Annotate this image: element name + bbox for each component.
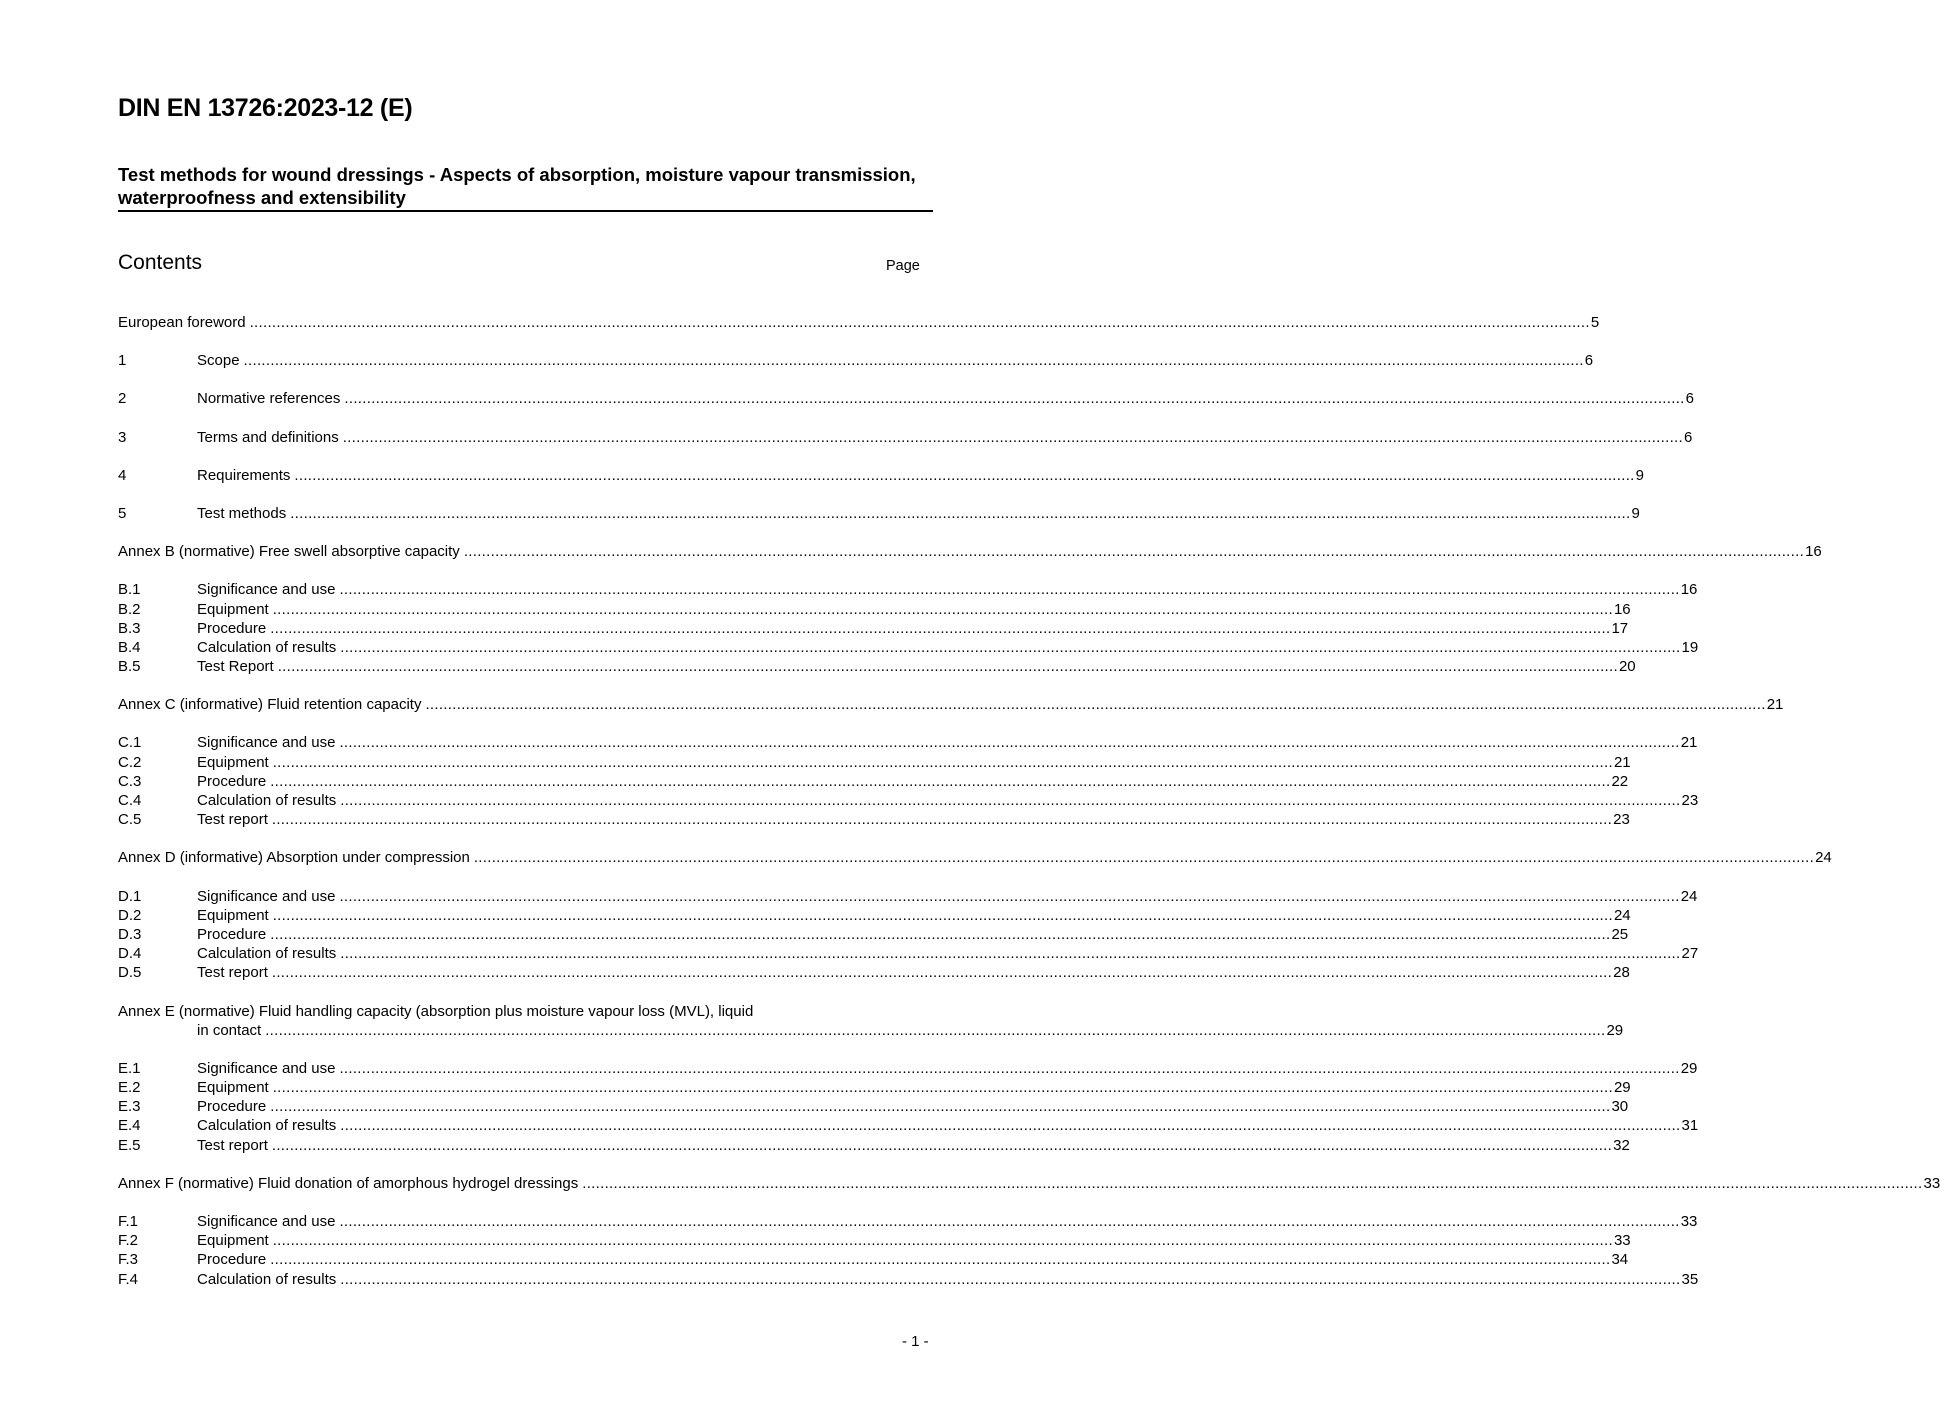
toc-leader-dots: ............................................................................................................................................................................................................................................................................................................	[272, 1079, 1613, 1097]
toc-entry[interactable]	[118, 428, 1693, 447]
toc-entry-title: Terms and definitions	[197, 428, 339, 446]
toc-entry-page: 32	[1613, 1136, 1630, 1154]
toc-entry-page: 21	[1680, 734, 1698, 752]
toc-entry-page: 23	[1681, 792, 1699, 809]
toc-entry-number: F.2	[118, 1232, 139, 1250]
toc-entry-title: Calculation of results	[197, 792, 337, 809]
toc-entry[interactable]	[118, 1078, 1631, 1097]
toc-entry-number: C.3	[118, 772, 142, 790]
toc-entry-title: Procedure	[197, 1098, 267, 1116]
toc-annex-entry[interactable]	[118, 848, 1832, 867]
toc-annex-entry[interactable]	[118, 1021, 1624, 1040]
toc-entry-page: 31	[1681, 1117, 1699, 1135]
toc-entry-number: C.2	[118, 753, 142, 771]
toc-entry-title: Procedure	[197, 1251, 267, 1269]
toc-leader-dots: ............................................................................................................................................................................................................................................................................................................	[582, 1174, 1923, 1192]
toc-entry-page: 28	[1613, 964, 1630, 982]
toc-leader-dots: ............................................................................................................................................................................................................................................................................................................	[463, 543, 1805, 561]
toc-entry-title: Test methods	[197, 504, 287, 522]
toc-annex-entry[interactable]	[118, 695, 1784, 714]
toc-entry[interactable]	[118, 1116, 1699, 1135]
page-column-heading: Page	[886, 258, 920, 274]
toc-entry-title: Equipment	[197, 1079, 269, 1097]
toc-entry[interactable]	[118, 619, 1629, 638]
toc-entry[interactable]	[118, 351, 1594, 370]
toc-entry-number: D.1	[118, 887, 142, 905]
toc-entry[interactable]	[118, 810, 1630, 829]
toc-entry[interactable]	[118, 580, 1698, 599]
toc-group-annex-d-items	[118, 887, 1699, 983]
toc-entry-number: C.4	[118, 792, 142, 809]
toc-entry[interactable]	[118, 657, 1636, 676]
toc-annex-title-line1[interactable]: Annex E (normative) Fluid handling capacity (absorption plus moisture vapour loss (MVL), liquid	[118, 1002, 754, 1020]
toc-entry[interactable]	[118, 944, 1699, 963]
toc-entry-page: 25	[1611, 925, 1629, 943]
toc-entry[interactable]	[118, 753, 1631, 772]
toc-entry-page: 21	[1613, 753, 1631, 771]
toc-entry-title: Test Report	[197, 658, 274, 676]
toc-entry-title: Calculation of results	[197, 638, 337, 656]
toc-entry-title: Test report	[197, 1136, 268, 1154]
toc-entry-page: 34	[1611, 1251, 1629, 1269]
toc-entry-page: 24	[1680, 887, 1698, 905]
toc-group-clause-2	[118, 389, 1694, 408]
toc-entry-number: C.5	[118, 811, 142, 829]
toc-entry-page: 21	[1766, 696, 1784, 714]
toc-entry-title: European foreword	[118, 314, 246, 331]
toc-annex-entry[interactable]	[118, 542, 1822, 561]
contents-heading: Contents	[118, 251, 203, 274]
toc-entry-page: 16	[1805, 543, 1822, 561]
toc-entry[interactable]	[118, 504, 1640, 523]
table-of-contents	[118, 313, 1940, 1308]
toc-entry-title: Equipment	[197, 1232, 269, 1250]
toc-entry-number: 1	[118, 352, 127, 370]
toc-group-annex-c-heading	[118, 695, 1784, 714]
toc-leader-dots: ............................................................................................................................................................................................................................................................................................................	[270, 1098, 1611, 1116]
toc-entry-number: D.3	[118, 925, 142, 943]
toc-entry[interactable]	[118, 1250, 1629, 1269]
toc-entry-page: 33	[1613, 1232, 1631, 1250]
toc-leader-dots: ............................................................................................................................................................................................................................................................................................................	[342, 428, 1683, 446]
toc-entry-page: 5	[1590, 314, 1600, 331]
toc-entry-page: 17	[1611, 619, 1629, 637]
toc-leader-dots: ............................................................................................................................................................................................................................................................................................................	[271, 964, 1613, 982]
toc-entry-number: E.4	[118, 1117, 141, 1135]
toc-group-foreword	[118, 313, 1600, 332]
toc-entry-title: Significance and use	[197, 734, 336, 752]
toc-annex-title: Annex F (normative) Fluid donation of amorphous hydrogel dressings	[118, 1174, 579, 1192]
toc-entry-page: 20	[1618, 658, 1636, 676]
toc-entry[interactable]	[118, 791, 1699, 810]
toc-leader-dots: ............................................................................................................................................................................................................................................................................................................	[339, 1213, 1680, 1230]
toc-annex-entry[interactable]	[118, 1174, 1940, 1193]
toc-group-annex-f-items	[118, 1212, 1699, 1289]
toc-annex-title: Annex C (informative) Fluid retention capacity	[118, 696, 422, 714]
toc-leader-dots: ............................................................................................................................................................................................................................................................................................................	[272, 906, 1613, 924]
toc-leader-dots: ............................................................................................................................................................................................................................................................................................................	[340, 792, 1681, 809]
toc-leader-dots: ............................................................................................................................................................................................................................................................................................................	[270, 619, 1611, 637]
toc-leader-dots: ............................................................................................................................................................................................................................................................................................................	[277, 658, 1618, 676]
toc-leader-dots: ............................................................................................................................................................................................................................................................................................................	[243, 352, 1584, 370]
toc-entry-number: B.5	[118, 658, 141, 676]
toc-annex-title: Annex B (normative) Free swell absorptive capacity	[118, 543, 460, 561]
toc-entry-foreword[interactable]	[118, 313, 1600, 332]
toc-entry-page: 6	[1685, 390, 1694, 408]
toc-group-annex-e-items	[118, 1059, 1699, 1155]
toc-entry-number: D.4	[118, 945, 142, 963]
toc-entry[interactable]	[118, 1212, 1698, 1231]
toc-entry-page: 9	[1631, 504, 1640, 522]
toc-entry-number: F.3	[118, 1251, 139, 1269]
toc-entry[interactable]	[118, 600, 1631, 619]
toc-annex-title-line2: in contact	[197, 1021, 262, 1039]
toc-entry-page: 29	[1606, 1021, 1624, 1039]
toc-leader-dots: ............................................................................................................................................................................................................................................................................................................	[290, 504, 1631, 522]
toc-leader-dots: ............................................................................................................................................................................................................................................................................................................	[339, 887, 1680, 905]
toc-entry-title: Calculation of results	[197, 1270, 337, 1288]
toc-entry-number: B.4	[118, 638, 141, 656]
toc-entry-title: Normative references	[197, 390, 341, 408]
page-number: - 1 -	[902, 1333, 929, 1350]
toc-leader-dots: ............................................................................................................................................................................................................................................................................................................	[339, 734, 1680, 752]
toc-leader-dots: ............................................................................................................................................................................................................................................................................................................	[340, 638, 1681, 656]
toc-entry-number: D.2	[118, 906, 142, 924]
toc-entry-page: 33	[1680, 1213, 1698, 1230]
toc-entry-page: 19	[1681, 638, 1699, 656]
toc-entry-title: Equipment	[197, 600, 269, 618]
toc-leader-dots: ............................................................................................................................................................................................................................................................................................................	[340, 1117, 1681, 1135]
toc-entry[interactable]	[118, 963, 1630, 982]
toc-group-annex-b-items	[118, 580, 1699, 676]
toc-entry-title: Calculation of results	[197, 1117, 337, 1135]
toc-leader-dots: ............................................................................................................................................................................................................................................................................................................	[473, 849, 1815, 867]
toc-entry-title: Significance and use	[197, 581, 336, 599]
toc-entry-page: 16	[1680, 581, 1698, 599]
toc-entry[interactable]	[118, 1059, 1698, 1078]
toc-entry-page: 27	[1681, 945, 1699, 963]
toc-entry[interactable]	[118, 389, 1694, 408]
toc-entry-page: 29	[1680, 1059, 1698, 1077]
toc-entry-title: Significance and use	[197, 1213, 336, 1230]
toc-entry-page: 6	[1684, 428, 1693, 446]
toc-entry-number: E.5	[118, 1136, 141, 1154]
toc-entry[interactable]	[118, 887, 1698, 906]
toc-group-annex-e-heading	[118, 1002, 1624, 1040]
toc-entry-number: F.1	[118, 1213, 139, 1230]
toc-leader-dots: ............................................................................................................................................................................................................................................................................................................	[265, 1021, 1606, 1039]
toc-leader-dots: ............................................................................................................................................................................................................................................................................................................	[294, 466, 1635, 484]
toc-entry-title: Calculation of results	[197, 945, 337, 963]
toc-entry[interactable]	[118, 1270, 1699, 1289]
toc-leader-dots: ............................................................................................................................................................................................................................................................................................................	[271, 1136, 1613, 1154]
toc-group-annex-d-heading	[118, 848, 1832, 867]
toc-leader-dots: ............................................................................................................................................................................................................................................................................................................	[340, 945, 1681, 963]
toc-leader-dots: ............................................................................................................................................................................................................................................................................................................	[270, 772, 1611, 790]
toc-entry-number: C.1	[118, 734, 142, 752]
toc-leader-dots: ............................................................................................................................................................................................................................................................................................................	[272, 753, 1613, 771]
toc-leader-dots: ............................................................................................................................................................................................................................................................................................................	[272, 600, 1613, 618]
toc-entry-title: Procedure	[197, 619, 267, 637]
toc-leader-dots: ............................................................................................................................................................................................................................................................................................................	[270, 1251, 1611, 1269]
toc-entry[interactable]	[118, 466, 1644, 485]
toc-entry[interactable]	[118, 1231, 1631, 1250]
toc-entry-page: 6	[1584, 352, 1594, 370]
toc-entry-page: 35	[1681, 1270, 1699, 1288]
toc-entry-page: 23	[1613, 811, 1630, 829]
toc-entry-number: B.3	[118, 619, 141, 637]
toc-entry-title: Significance and use	[197, 887, 336, 905]
toc-entry-number: D.5	[118, 964, 142, 982]
toc-entry-title: Significance and use	[197, 1059, 336, 1077]
toc-entry-number: 3	[118, 428, 127, 446]
toc-group-annex-c-items	[118, 733, 1699, 829]
toc-entry-title: Test report	[197, 811, 268, 829]
toc-entry-title: Equipment	[197, 906, 269, 924]
toc-annex-title: Annex D (informative) Absorption under compression	[118, 849, 470, 867]
toc-leader-dots: ............................................................................................................................................................................................................................................................................................................	[249, 314, 1590, 331]
toc-group-clause-1	[118, 351, 1594, 370]
toc-leader-dots: ............................................................................................................................................................................................................................................................................................................	[425, 696, 1766, 714]
toc-entry-number: E.1	[118, 1059, 141, 1077]
toc-entry-title: Procedure	[197, 772, 267, 790]
toc-entry-number: 5	[118, 504, 127, 522]
toc-entry-title: Test report	[197, 964, 268, 982]
toc-group-clause-5	[118, 504, 1640, 523]
toc-entry[interactable]	[118, 1136, 1630, 1155]
toc-leader-dots: ............................................................................................................................................................................................................................................................................................................	[339, 581, 1680, 599]
toc-entry-page: 24	[1815, 849, 1832, 867]
toc-group-clause-3	[118, 428, 1693, 447]
toc-entry-title: Equipment	[197, 753, 269, 771]
toc-entry[interactable]	[118, 733, 1698, 752]
toc-entry-title: Requirements	[197, 466, 291, 484]
toc-entry[interactable]	[118, 1097, 1629, 1116]
toc-entry-number: 4	[118, 466, 127, 484]
toc-entry-page: 9	[1635, 466, 1644, 484]
toc-entry-page: 24	[1613, 906, 1631, 924]
toc-group-clause-4	[118, 466, 1644, 485]
toc-group-annex-f-heading	[118, 1174, 1940, 1193]
toc-entry[interactable]	[118, 906, 1631, 925]
toc-entry-page: 16	[1613, 600, 1631, 618]
toc-leader-dots: ............................................................................................................................................................................................................................................................................................................	[272, 1232, 1613, 1250]
toc-entry-number: F.4	[118, 1270, 139, 1288]
toc-entry-number: E.2	[118, 1079, 141, 1097]
toc-entry-title: Scope	[197, 352, 240, 370]
toc-leader-dots: ............................................................................................................................................................................................................................................................................................................	[344, 390, 1685, 408]
toc-leader-dots: ............................................................................................................................................................................................................................................................................................................	[270, 925, 1611, 943]
toc-entry-number: E.3	[118, 1098, 141, 1116]
toc-group-annex-b-heading	[118, 542, 1822, 561]
toc-entry-page: 33	[1923, 1174, 1940, 1192]
toc-entry-number: 2	[118, 390, 127, 408]
toc-entry-number: B.1	[118, 581, 141, 599]
document-title: Test methods for wound dressings - Aspects of absorption, moisture vapour transmission, waterproofness and extensibility	[118, 163, 933, 212]
toc-entry-title: Procedure	[197, 925, 267, 943]
toc-leader-dots: ............................................................................................................................................................................................................................................................................................................	[340, 1270, 1681, 1288]
toc-leader-dots: ............................................................................................................................................................................................................................................................................................................	[339, 1059, 1680, 1077]
toc-entry-page: 22	[1611, 772, 1629, 790]
toc-leader-dots: ............................................................................................................................................................................................................................................................................................................	[271, 811, 1613, 829]
document-id: DIN EN 13726:2023-12 (E)	[118, 94, 413, 122]
toc-entry-page: 30	[1611, 1098, 1629, 1116]
toc-entry[interactable]	[118, 638, 1699, 657]
toc-entry-number: B.2	[118, 600, 141, 618]
toc-entry-page: 29	[1613, 1079, 1631, 1097]
toc-entry[interactable]	[118, 772, 1629, 791]
toc-entry[interactable]	[118, 925, 1629, 944]
